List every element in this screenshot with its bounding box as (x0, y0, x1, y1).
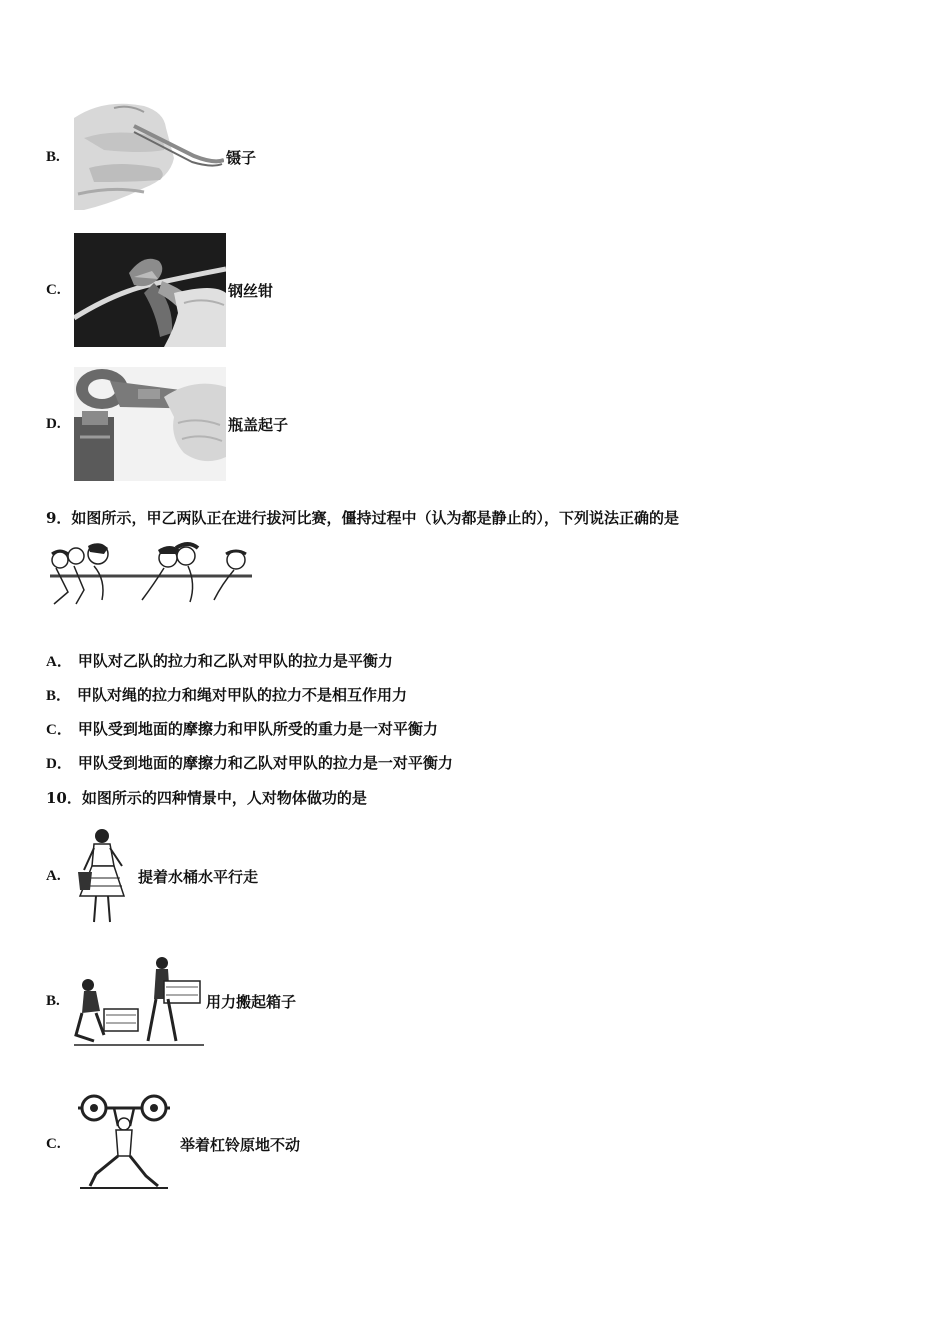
question-9-option-b (46, 684, 407, 705)
option-letter: A． (46, 654, 72, 670)
tweezers-photo (74, 98, 224, 216)
option-d-bottle-opener (46, 367, 288, 481)
option-text: 甲队受到地面的摩擦力和乙队对甲队的拉力是一对平衡力 (77, 754, 453, 772)
tug-of-war-illustration (46, 540, 256, 610)
option-letter: B. (46, 148, 60, 165)
option-letter: B． (46, 688, 72, 704)
option-letter: C. (46, 1135, 61, 1152)
question-9-stem: 9．如图所示，甲乙两队正在进行拔河比赛，僵持过程中（认为都是静止的），下列说法正确的是 (46, 509, 679, 527)
option-letter: D. (46, 415, 61, 432)
option-letter: D． (46, 756, 72, 772)
option-letter: C． (46, 722, 72, 738)
option-caption: 举着杠铃原地不动 (180, 1135, 301, 1154)
question-10-option-b (46, 955, 296, 1047)
option-letter: A. (46, 867, 61, 884)
weightlifter-illustration (74, 1094, 174, 1194)
bottle-opener-photo (74, 367, 226, 481)
question-9-option-a (46, 650, 393, 671)
option-caption: 提着水桶水平行走 (138, 867, 259, 886)
question-10-option-a (46, 826, 258, 926)
option-text: 甲队对乙队的拉力和乙队对甲队的拉力是平衡力 (77, 652, 393, 670)
option-caption: 钢丝钳 (228, 281, 274, 300)
option-caption: 镊子 (226, 148, 257, 167)
question-10-option-c (46, 1094, 300, 1194)
option-text: 甲队受到地面的摩擦力和甲队所受的重力是一对平衡力 (77, 720, 438, 738)
option-text: 甲队对绳的拉力和绳对甲队的拉力不是相互作用力 (77, 686, 408, 704)
option-caption: 瓶盖起子 (228, 415, 289, 434)
option-letter: B. (46, 992, 60, 1009)
option-c-wire-pliers (46, 233, 273, 347)
person-carrying-bucket-illustration (74, 826, 136, 926)
option-letter: C. (46, 281, 61, 298)
person-lifting-box-illustration (74, 955, 204, 1047)
wire-pliers-photo (74, 233, 226, 347)
option-caption: 用力搬起箱子 (206, 992, 297, 1011)
question-9-option-c (46, 718, 438, 739)
question-9-option-d (46, 752, 453, 773)
option-b-tweezers (46, 98, 256, 216)
question-10-stem: 10．如图所示的四种情景中，人对物体做功的是 (46, 789, 367, 807)
